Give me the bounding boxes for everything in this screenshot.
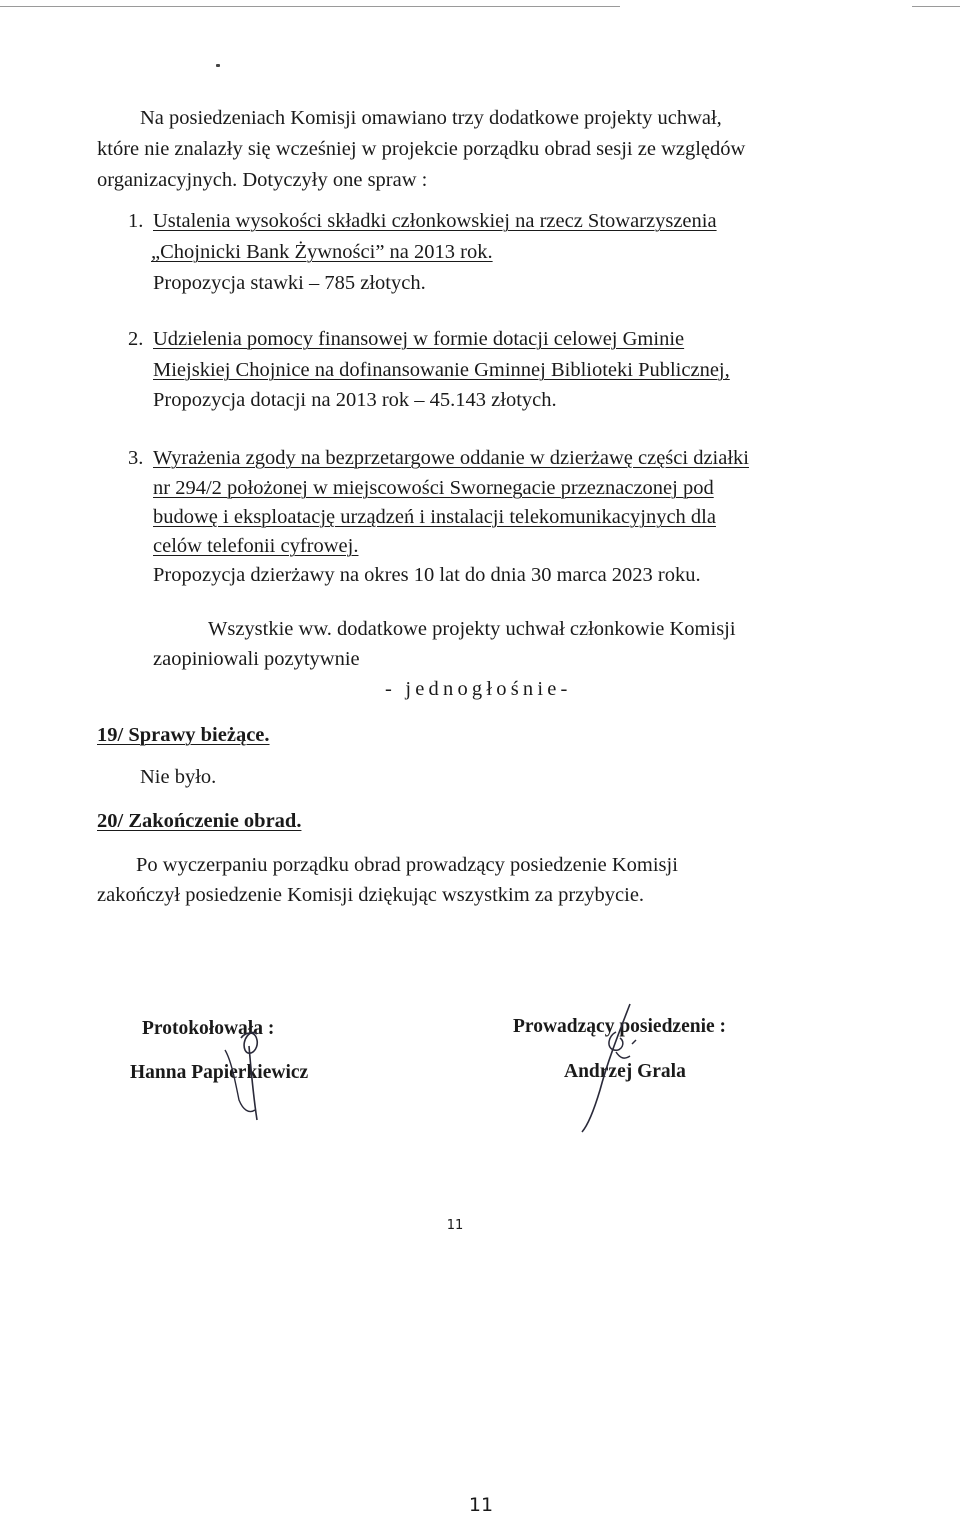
item-3-line-4: celów telefonii cyfrowej. [153,535,359,557]
closing-line-1: Po wyczerpaniu porządku obrad prowadzący posiedzenie Komisji [136,854,678,876]
item-3-proposal: Propozycja dzierżawy na okres 10 lat do dnia 30 marca 2023 roku. [153,564,701,586]
section-20-heading: 20/ Zakończenie obrad. [97,810,302,832]
closing-line-2: zakończył posiedzenie Komisji dziękując wszystkim za przybycie. [97,884,645,906]
item-3-line-2: nr 294/2 położonej w miejscowości Swornegacie przeznaczonej pod [153,477,714,499]
summary-line-1: Wszystkie ww. dodatkowe projekty uchwał członkowie Komisji [208,618,736,640]
chair-signature [560,1000,660,1140]
item-2-number: 2. [128,328,144,350]
vote-result: - jednogłośnie- [385,678,572,700]
item-1-proposal: Propozycja stawki – 785 złotych. [153,272,426,294]
item-3-line-1: Wyrażenia zgody na bezprzetargowe oddanie w dzierżawę części działki [153,447,749,469]
summary-line-2: zaopiniowali pozytywnie [153,648,360,670]
recorder-role: Protokołowała : [142,1018,275,1039]
item-3-number: 3. [128,447,144,469]
item-1-line-2: „Chojnicki Bank Żywności” na 2013 rok. [151,241,493,263]
recorder-signature [205,1010,295,1130]
section-19-heading: 19/ Sprawy bieżące. [97,724,270,746]
item-2-line-2: Miejskiej Chojnice na dofinansowanie Gminnej Biblioteki Publicznej, [153,359,730,381]
chair-role: Prowadzący posiedzenie : [513,1016,727,1037]
scan-edge-line [912,6,960,7]
intro-line-2: które nie znalazły się wcześniej w projekcie porządku obrad sesji ze względów [97,138,746,160]
scan-speck [216,64,220,67]
chair-name: Andrzej Grala [564,1061,686,1082]
item-2-line-1: Udzielenia pomocy finansowej w formie dotacji celowej Gminie [153,328,685,350]
scan-edge-line [0,6,620,7]
item-1-line-1: Ustalenia wysokości składki członkowskiej na rzecz Stowarzyszenia [153,210,717,232]
intro-line-3: organizacyjnych. Dotyczyły one spraw : [97,169,428,191]
section-19-text: Nie było. [140,766,217,788]
item-1-number: 1. [128,210,144,232]
signature-stroke [249,1046,257,1120]
item-3-line-3: budowę i eksploatację urządzeń i instalacji telekomunikacyjnych dla [153,506,716,528]
page-number: 11 [468,1494,494,1516]
recorder-name: Hanna Papierkiewicz [130,1062,309,1083]
intro-line-1: Na posiedzeniach Komisji omawiano trzy dodatkowe projekty uchwał, [140,107,722,129]
page-number-scanned: 11 [446,1218,464,1233]
item-2-proposal: Propozycja dotacji na 2013 rok – 45.143 złotych. [153,389,557,411]
signature-stroke [582,1004,630,1132]
